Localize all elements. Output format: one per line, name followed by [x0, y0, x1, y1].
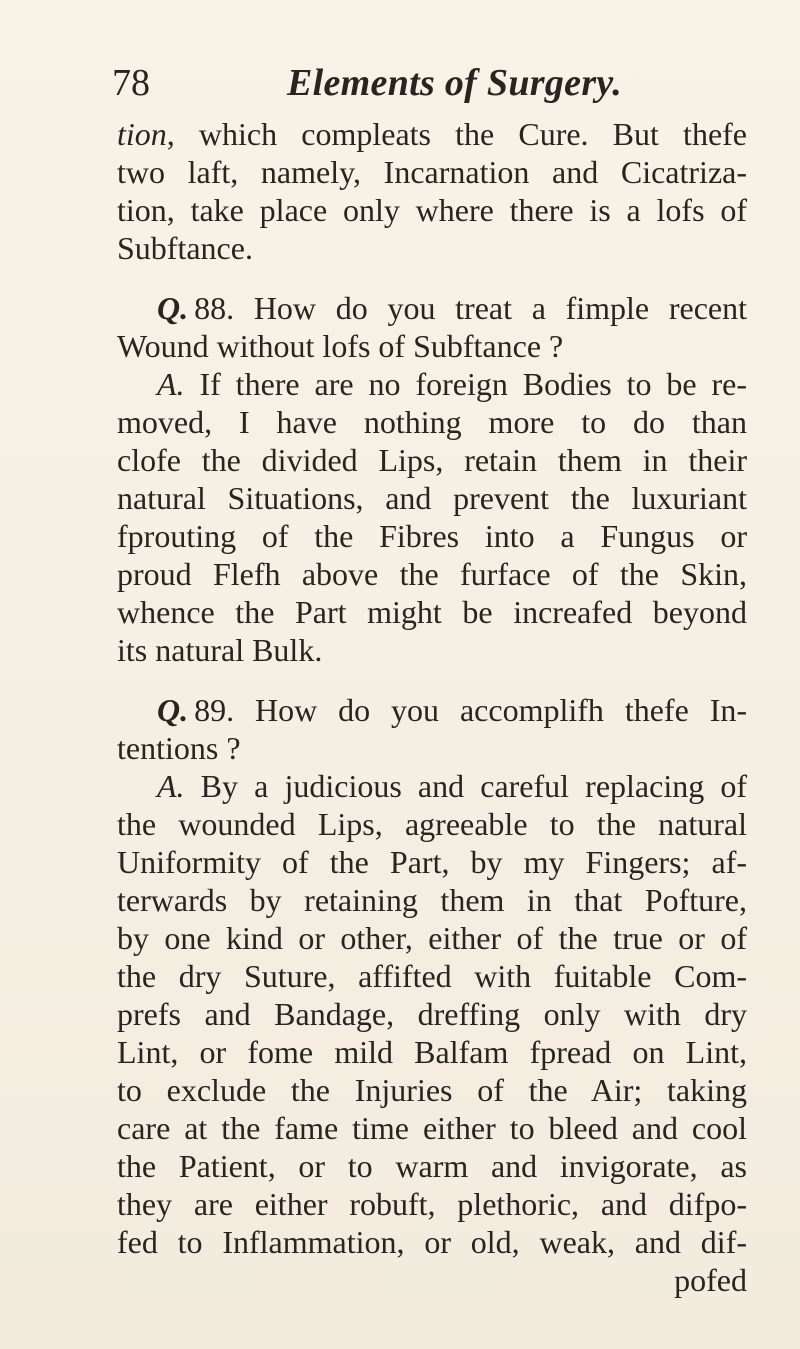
answer-line: Lint, or fome mild Balfam fpread on Lint, [117, 1034, 747, 1070]
answer-line: Uniformity of the Part, by my Fingers; af- [117, 844, 747, 880]
answer-line: terwards by retaining them in that Pofture, [117, 882, 747, 918]
answer-line: care at the fame time either to bleed and cool [117, 1110, 747, 1146]
line-text: , which compleats the Cure. But thefe [166, 116, 747, 152]
text-line: tion, take place only where there is a lofs of [117, 192, 747, 228]
line-text: By a judicious and careful replacing of [184, 768, 747, 804]
line-text: 88. How do you treat a fimple recent [194, 290, 747, 326]
answer-line: the wounded Lips, agreeable to the natural [117, 806, 747, 842]
paragraph-gap [117, 267, 747, 289]
answer-line: the dry Suture, affifted with fuitable Com- [117, 958, 747, 994]
answer-line: moved, I have nothing more to do than [117, 404, 747, 440]
answer-mark-label: A. [157, 768, 185, 804]
question-line: tentions ? [117, 730, 241, 766]
italic-word: tion [117, 116, 167, 152]
body-text [117, 115, 747, 1299]
answer-mark-label: A. [157, 366, 185, 402]
answer-line: fprouting of the Fibres into a Fungus or [117, 518, 747, 554]
question-line: Wound without lofs of Subftance ? [117, 328, 564, 364]
text-line [117, 115, 747, 153]
page-number: 78 [112, 62, 150, 104]
text-line: two laft, namely, Incarnation and Cicatriza- [117, 154, 747, 190]
running-head [112, 58, 732, 108]
running-title: Elements of Surgery. [287, 62, 622, 104]
catchword: pofed [674, 1262, 747, 1298]
answer-line: prefs and Bandage, dreffing only with dry [117, 996, 747, 1032]
answer-line: the Patient, or to warm and invigorate, as [117, 1148, 747, 1184]
question-mark-label: Q. [157, 692, 189, 728]
answer-line: by one kind or other, either of the true or of [117, 920, 747, 956]
question-line [117, 289, 747, 327]
question-mark-label: Q. [157, 290, 189, 326]
answer-line: whence the Part might be increafed beyond [117, 594, 747, 630]
paragraph-gap [117, 669, 747, 691]
text-line: Subftance. [117, 230, 253, 266]
answer-line: clofe the divided Lips, retain them in their [117, 442, 747, 478]
answer-line [117, 767, 747, 805]
answer-line: fed to Inflammation, or old, weak, and dif- [117, 1224, 747, 1260]
answer-line: to exclude the Injuries of the Air; taking [117, 1072, 747, 1108]
line-text: 89. How do you accomplifh thefe In- [194, 692, 747, 728]
answer-line: natural Situations, and prevent the luxuriant [117, 480, 747, 516]
answer-line [117, 365, 747, 403]
answer-line: they are either robuft, plethoric, and difpo- [117, 1186, 747, 1222]
question-line [117, 691, 747, 729]
answer-line: its natural Bulk. [117, 632, 323, 668]
line-text: If there are no foreign Bodies to be re- [184, 366, 747, 402]
answer-line: proud Flefh above the furface of the Skin, [117, 556, 747, 592]
